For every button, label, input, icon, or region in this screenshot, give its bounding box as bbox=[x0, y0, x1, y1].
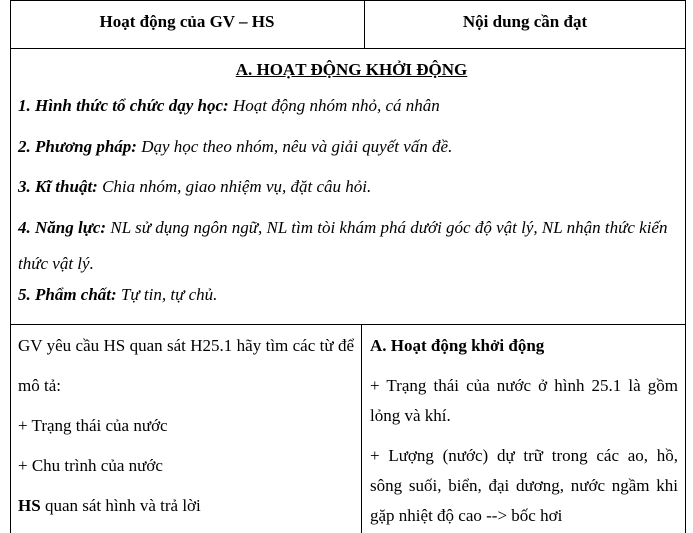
left-intro: GV yêu cầu HS quan sát H25.1 hãy tìm các từ để mô tả: bbox=[18, 336, 354, 395]
item-method bbox=[18, 130, 686, 164]
right-point-storage: + Lượng (nước) dự trữ trong các ao, hồ, sông suối, biển, đại dương, nước ngầm khi gặp nhiệt độ cao --> bốc hơi bbox=[370, 446, 678, 525]
left-hs-line bbox=[18, 486, 354, 526]
left-column bbox=[18, 326, 354, 526]
right-title: A. Hoạt động khởi động bbox=[370, 336, 545, 355]
left-point-cycle: + Chu trình của nước bbox=[18, 456, 163, 475]
section-title: A. HOẠT ĐỘNG KHỞI ĐỘNG bbox=[235, 60, 468, 79]
section-divider bbox=[10, 324, 686, 325]
item-technique-text: Chia nhóm, giao nhiệm vụ, đặt câu hỏi. bbox=[97, 177, 372, 196]
right-column bbox=[370, 326, 678, 531]
item-technique-label: 3. Kĩ thuật: bbox=[18, 177, 98, 196]
item-competence-label: 4. Năng lực: bbox=[18, 218, 107, 237]
item-method-text: Dạy học theo nhóm, nêu và giải quyết vấn đề. bbox=[136, 137, 453, 156]
item-competence bbox=[18, 210, 686, 282]
item-method-label: 2. Phương pháp: bbox=[18, 137, 137, 156]
item-quality bbox=[18, 278, 686, 312]
header-divider bbox=[10, 48, 686, 49]
right-point-state: + Trạng thái của nước ở hình 25.1 là gồm lỏng và khí. bbox=[370, 376, 678, 425]
header-activity: Hoạt động của GV – HS bbox=[99, 12, 275, 31]
left-hs-text: quan sát hình và trả lời bbox=[40, 496, 201, 515]
item-form-label: 1. Hình thức tổ chức dạy học: bbox=[18, 96, 229, 115]
header-content: Nội dung cần đạt bbox=[462, 12, 588, 31]
item-quality-label: 5. Phẩm chất: bbox=[18, 285, 117, 304]
border-top bbox=[10, 0, 686, 1]
item-technique bbox=[18, 170, 686, 204]
body-col-divider bbox=[361, 324, 362, 533]
item-quality-text: Tự tin, tự chủ. bbox=[116, 285, 218, 304]
left-point-state: + Trạng thái của nước bbox=[18, 416, 168, 435]
left-hs-label: HS bbox=[18, 496, 41, 515]
item-form bbox=[18, 89, 686, 123]
item-competence-text: NL sử dụng ngôn ngữ, NL tìm tòi khám phá dưới góc độ vật lý, NL nhận thức kiến thức vật lý. bbox=[18, 218, 668, 273]
item-form-text: Hoạt động nhóm nhỏ, cá nhân bbox=[228, 96, 440, 115]
